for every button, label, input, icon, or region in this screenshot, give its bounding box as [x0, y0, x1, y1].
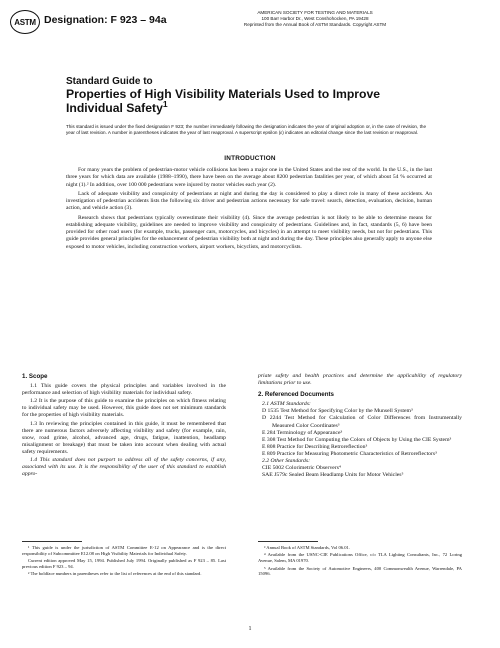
references-heading: 2. Referenced Documents [258, 391, 334, 399]
intro-paragraph: Research shows that pedestrians typically overestimate their visibility (4). Since the average pedestrian is not likely to be able to determine means for establishing adequate visibility, guidelines are needed to improve visibility and conspicuity of pedestrians. Guidelines and, in fact, standards (5, 6) have been provided for other road users (for example, trucks, passenger cars, motorcycles, and bicycles) in an attempt to meet visibility needs, but not for pedestrians. This guide provides general principles for the enhancement of pedestrian visibility both at night and during the day. These principles also generally apply to anyone else exposed to motor vehicles, including construction workers, airport workers, bicyclists, and motorcyclists. [66, 214, 432, 250]
reference-item: SAE J579c Sealed Beam Headlamp Units for Motor Vehicles⁵ [262, 472, 404, 479]
publisher-line: AMERICAN SOCIETY FOR TESTING AND MATERIALS [257, 10, 373, 15]
page-number: 1 [248, 626, 252, 632]
publisher-block [200, 10, 430, 28]
issuance-note: This standard is issued under the fixed designation F 923; the number immediately following the designation indicates the year of original adoption or, in the case of revision, the year of last revision. A number in parentheses indicates the year of last reapproval. A superscript epsilon (ε) indicates an editorial change since the last revision or reapproval. [66, 124, 426, 135]
scope-paragraph: 1.3 In reviewing the principles contained in this guide, it must be remembered that there are numerous factors adversely affecting visibility and safety (for example, rain, snow, road grime, alcohol, advanced age, drugs, fatigue, inattention, headlamp misalignment or breakage) that must be taken into account when dealing with actual safety requirements. [22, 420, 226, 455]
title-footnote-mark: 1 [162, 98, 168, 109]
reference-item: D 2244 Test Method for Calculation of Color Differences from Instrumentally Measured Color Coordinates³ [262, 415, 462, 429]
scope-paragraph-safety: 1.4 This standard does not purport to address all of the safety concerns, if any, associated with its use. It is the responsibility of the user of this standard to establish appro- [22, 457, 226, 478]
introduction-body [66, 167, 432, 253]
reference-item: D 1535 Test Method for Specifying Color by the Munsell System³ [262, 408, 413, 415]
footnote: ⁵ Available from the Society of Automotive Engineers, 400 Commonwealth Avenue, Warrendale, PA 15096. [258, 565, 462, 577]
footnote-divider [258, 541, 318, 542]
scope-paragraph: 1.2 It is the purpose of this guide to examine the principles on which fitness relating to individual safety may be used. However, this guide does not set minimum standards for the properties of high visibility materials. [22, 398, 226, 419]
publisher-line: 100 Barr Harbor Dr., West Conshohocken, PA 19428 [261, 16, 369, 21]
title-line-1: Properties of High Visibility Materials Used to Improve [66, 87, 381, 101]
reference-item: CIE 5002 Colorimetric Observers⁴ [262, 465, 341, 472]
footnote: ¹ This guide is under the jurisdiction of ASTM Committee E-12 on Appearance and is the direct responsibility of Subcommittee E12.08 on High Visibility Materials for Individual Safety. [22, 545, 226, 556]
reference-item: E 308 Test Method for Computing the Colors of Objects by Using the CIE System³ [262, 436, 452, 443]
scope-heading: 1. Scope [22, 373, 48, 380]
footnotes-left [22, 545, 226, 579]
footnotes-right [258, 545, 462, 579]
footnote: Current edition approved May 15, 1994. Published July 1994. Originally published as F 923 – 85. Last previous edition F 923 – 94. [22, 558, 226, 570]
title-line-2-text: Individual Safety [66, 100, 163, 115]
document-title [66, 76, 446, 115]
astm-logo-text: ASTM [14, 17, 36, 27]
other-standards-subheading: 2.2 Other Standards: [262, 458, 310, 465]
scope-safety-continued: priate safety and health practices and determine the applicability of regulatory limitations prior to use. [258, 373, 462, 387]
right-column [258, 373, 462, 479]
intro-paragraph: Lack of adequate visibility and conspicuity of pedestrians at night and during the day is considered to play a direct role in many of these accidents. An investigation of pedestrian accidents lists the following six driver and pedestrian actions necessary for safe travel: search, detection, evaluation, decision, human action, and vehicle action (3). [66, 190, 432, 212]
left-column [22, 373, 226, 479]
footnote: ⁴ Available from the USNC-CIE Publications Office, c/o TLA Lighting Consultants, Inc., 72 Loring Avenue, Salem, MA 01970. [258, 552, 462, 564]
astm-logo [10, 10, 40, 34]
introduction-heading: INTRODUCTION [224, 155, 276, 162]
reference-item: E 808 Practice for Describing Retroreflection³ [262, 443, 368, 450]
reference-item: E 809 Practice for Measuring Photometric Characteristics of Retroreflectors³ [262, 450, 437, 457]
intro-paragraph: For many years the problem of pedestrian-motor vehicle collisions has been a major one in the United States and the rest of the world. In the U.S., in the last three years for which data are available (1988–1990), there have been on the average about 8200 pedestrian fatalities per year, of which about 54 % occurred at night (1).² In addition, over 100 000 pedestrians were injured by motor vehicles each year (2). [66, 167, 432, 188]
footnote: ² The boldface numbers in parentheses refer to the list of references at the end of this standard. [28, 571, 202, 577]
designation: Designation: F 923 – 94a [44, 14, 167, 26]
reference-item: E 284 Terminology of Appearance³ [262, 429, 343, 436]
footnote: ³ Annual Book of ASTM Standards, Vol 06.01. [264, 545, 350, 550]
scope-paragraph: 1.1 This guide covers the physical principles and variables involved in the performance and selection of high visibility materials for individual safety. [22, 383, 226, 397]
publisher-line: Reprinted from the Annual Book of ASTM Standards. Copyright ASTM [243, 22, 387, 27]
footnote-divider [22, 541, 82, 542]
astm-standards-subheading: 2.1 ASTM Standards: [262, 401, 311, 408]
title-line-2 [66, 98, 446, 116]
title-kind: Standard Guide to [66, 76, 153, 87]
